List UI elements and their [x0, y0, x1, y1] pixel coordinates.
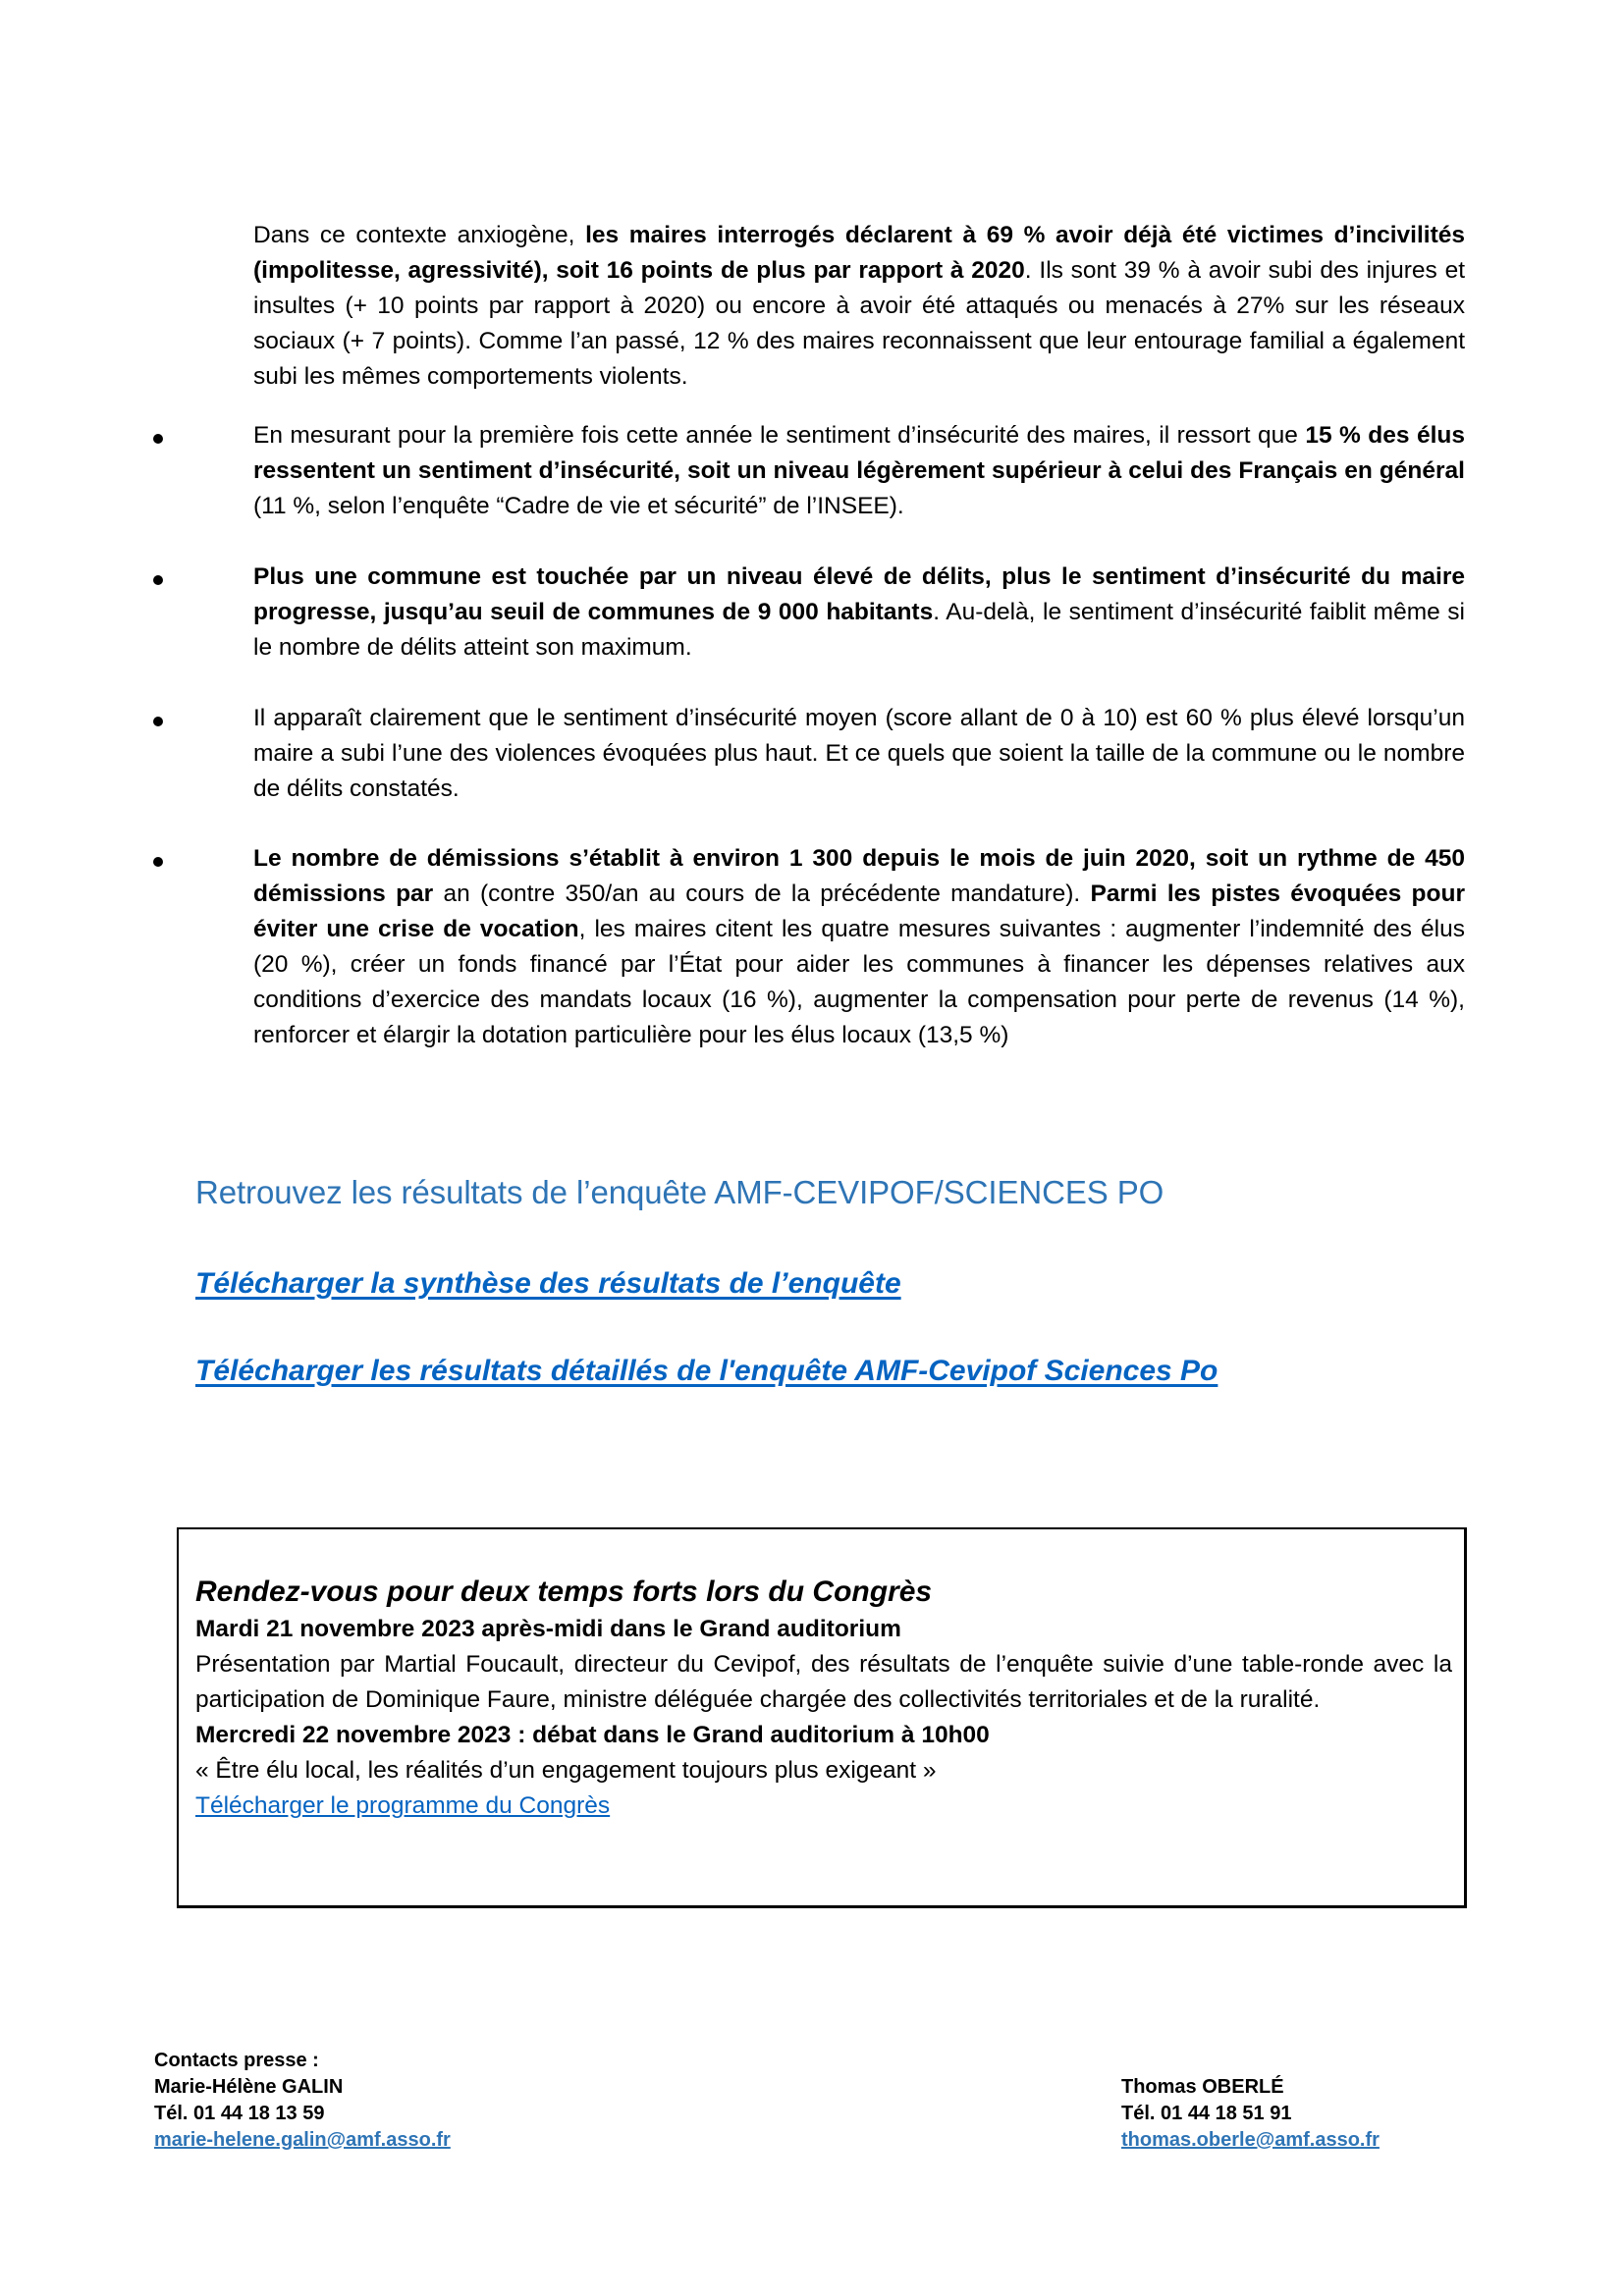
text-run: . Ils sont 39 % à avoir subi des injures et insultes (+ 10 points par rapport à 2020) ou encore à avoir été attaqués ou menacés à 27% sur les réseaux sociaux (+ 7 points). Comme l’an passé, 12 % des maires reconnaissent que leur entourage familial a également subi les mêmes comportements violents.: [253, 257, 1465, 390]
contact-name: Thomas OBERLÉ: [1121, 2076, 1284, 2098]
bullet-icon: [153, 857, 163, 867]
text-run: Dans ce contexte anxiogène,: [253, 222, 586, 248]
bold-text-run: 15 % des élus ressentent un sentiment d’insécurité, soit un niveau légèrement supérieur à celui des Français en général: [253, 422, 1465, 484]
bullet-icon: [153, 434, 163, 444]
text-run: En mesurant pour la première fois cette année le sentiment d’insécurité des maires, il ressort que: [253, 422, 1306, 449]
event2-text: « Être élu local, les réalités d’un engagement toujours plus exigeant »: [195, 1757, 937, 1784]
bold-text-run: Parmi les pistes évoquées pour éviter une crise de vocation: [253, 881, 1465, 942]
bullet-icon: [153, 575, 163, 585]
bullet-icon: [153, 717, 163, 726]
download-detailed-results-link[interactable]: Télécharger les résultats détaillés de l'enquête AMF-Cevipof Sciences Po: [195, 1355, 1218, 1387]
congress-info-box: [177, 1527, 1467, 1908]
finding-item: [253, 701, 1465, 807]
contact-phone: Tél. 01 44 18 13 59: [154, 2103, 325, 2124]
bold-text-run: Plus une commune est touchée par un niveau élevé de délits, plus le sentiment d’insécurité du maire progresse, jusqu’au seuil de communes de 9 000 habitants: [253, 563, 1465, 625]
bold-text-run: Le nombre de démissions s’établit à environ 1 300 depuis le mois de juin 2020, soit un rythme de 450 démissions par: [253, 845, 1465, 907]
download-synthesis-link[interactable]: Télécharger la synthèse des résultats de l’enquête: [195, 1267, 901, 1300]
contact-phone: Tél. 01 44 18 51 91: [1121, 2103, 1292, 2124]
text-run: (11 %, selon l’enquête “Cadre de vie et sécurité” de l’INSEE).: [253, 493, 904, 519]
event2-heading: Mercredi 22 novembre 2023 : débat dans le Grand auditorium à 10h00: [195, 1722, 990, 1748]
bold-text-run: les maires interrogés déclarent à 69 % avoir déjà été victimes d’incivilités (impolitesse, agressivité), soit 16 points de plus par rapport à 2020: [253, 222, 1466, 284]
results-heading: Retrouvez les résultats de l’enquête AMF-CEVIPOF/SCIENCES PO: [195, 1174, 1164, 1210]
text-run: . Au-delà, le sentiment d’insécurité faiblit même si le nombre de délits atteint son maximum.: [253, 599, 1465, 661]
finding-item: [253, 418, 1465, 524]
box-title: Rendez-vous pour deux temps forts lors du Congrès: [195, 1575, 933, 1608]
contact-left: [154, 2048, 451, 2154]
contact-right: [1121, 2074, 1380, 2154]
finding-item: [253, 560, 1465, 666]
contact-email-link[interactable]: marie-helene.galin@amf.asso.fr: [154, 2129, 451, 2151]
text-run: , les maires citent les quatre mesures suivantes : augmenter l’indemnité des élus (20 %), créer un fonds financé par l’État pour aider les communes à financer les dépenses relatives aux conditions d’exercice des mandats locaux (16 %), augmenter la compensation pour perte de revenus (14 %), renforcer et élargir la dotation particulière pour les élus locaux (13,5 %): [253, 916, 1465, 1048]
intro-paragraph: [253, 218, 1465, 395]
text-run: an (contre 350/an au cours de la précédente mandature).: [433, 881, 1091, 907]
download-program-link[interactable]: Télécharger le programme du Congrès: [195, 1792, 611, 1819]
text-run: Il apparaît clairement que le sentiment d’insécurité moyen (score allant de 0 à 10) est 60 % plus élevé lorsqu’un maire a subi l’une des violences évoquées plus haut. Et ce quels que soient la taille de la commune ou le nombre de délits constatés.: [253, 705, 1465, 802]
finding-item: [253, 841, 1465, 1053]
event1-heading: Mardi 21 novembre 2023 après-midi dans le Grand auditorium: [195, 1616, 901, 1642]
contacts-label: Contacts presse :: [154, 2050, 319, 2071]
event1-text: Présentation par Martial Foucault, directeur du Cevipof, des résultats de l’enquête suivie d’une table-ronde avec la participation de Dominique Faure, ministre déléguée chargée des collectivités territoriales et de la ruralité.: [195, 1651, 1452, 1713]
contact-email-link[interactable]: thomas.oberle@amf.asso.fr: [1121, 2129, 1380, 2151]
contact-name: Marie-Hélène GALIN: [154, 2076, 344, 2098]
